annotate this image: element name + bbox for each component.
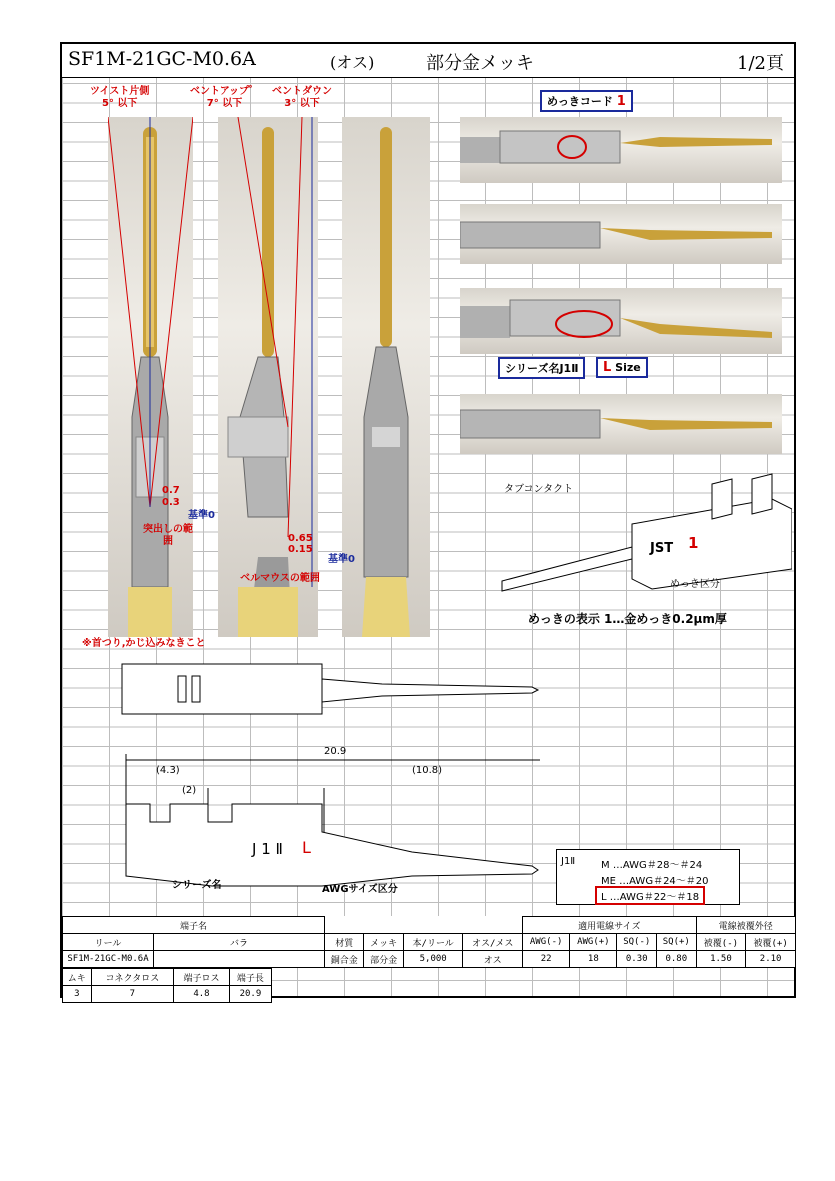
loss-table: ムキ コネクタロス 端子ロス 端子長 3 7 4.8 20.9 — [62, 968, 272, 1003]
header-row — [62, 44, 794, 78]
dim-2: (2) — [182, 785, 197, 796]
th-per-reel: 本/リール — [403, 934, 463, 951]
photo-front-view — [108, 117, 193, 637]
spec-sheet — [60, 42, 796, 998]
plating-code-box: めっきコード 1 — [540, 90, 633, 112]
plating-label: 部分金メッキ — [426, 53, 534, 74]
terminal-side-image — [218, 117, 318, 637]
terminal-horizontal-3 — [460, 288, 782, 354]
twist-label: ツイスト片側 5° 以下 — [90, 86, 150, 109]
photo-side-view — [218, 117, 318, 637]
photo-right-3 — [460, 288, 782, 354]
th-material: 材質 — [325, 934, 364, 951]
legend-row-l: L …AWG＃22～＃18 — [595, 886, 705, 905]
protrusion-range-label: 突出しの範囲 — [143, 524, 193, 547]
awg-callout: AWGサイズ区分 — [322, 884, 398, 895]
awg-legend — [556, 849, 740, 905]
dim-0-65: 0.65 — [288, 533, 313, 544]
th-ins-max: 被覆(+) — [746, 934, 796, 951]
tab-contact-illustration — [492, 469, 792, 599]
series-callout: シリーズ名 — [172, 880, 222, 891]
bend-down-label: ベントダウン 3° 以下 — [272, 86, 332, 109]
dim-10-8: (10.8) — [412, 765, 443, 776]
spec-table — [62, 916, 796, 968]
photo-top-view — [342, 117, 430, 637]
th-wire-size: 適用電線サイズ — [523, 917, 697, 934]
terminal-horizontal-2 — [460, 204, 782, 264]
dim-0-7: 0.7 — [162, 485, 180, 496]
th-ins-min: 被覆(-) — [696, 934, 746, 951]
th-sq-min: SQ(-) — [617, 934, 657, 951]
th-reel: リール — [63, 934, 154, 951]
legend-row-m: M …AWG＃28～＃24 — [601, 860, 703, 871]
plating-class-label: めっき区分 — [670, 579, 720, 590]
th-awg-min: AWG(-) — [523, 934, 570, 951]
terminal-top-image — [342, 117, 430, 637]
table-row: SF1M-21GC-M0.6A 銅合金 部分金 5,000 オス 22 18 0.30 0.80 1.50 2.10 — [63, 951, 796, 968]
bellmouth-range-label: ベルマウスの範囲 — [240, 573, 320, 584]
th-plating: メッキ — [364, 934, 403, 951]
plating-display-note: めっきの表示 1…金めっき0.2μm厚 — [528, 612, 727, 626]
note-label: ※首つり,かじ込みなきこと — [82, 638, 206, 649]
dim-4-3: (4.3) — [156, 765, 180, 776]
bend-up-label: ベントアップ゜ 7° 以下 — [190, 86, 259, 109]
jst-mark: JST — [650, 541, 674, 556]
th-loose: バラ — [154, 934, 325, 951]
th-sq-max: SQ(+) — [657, 934, 697, 951]
table-row: 3 7 4.8 20.9 — [63, 986, 272, 1003]
legend-row-me: ME …AWG＃24～＃20 — [601, 876, 709, 887]
base-zero-2: 基準0 — [328, 554, 355, 565]
series-name-box: シリーズ名J1Ⅱ — [498, 357, 585, 379]
tab-contact-label: タブコンタクト — [504, 484, 574, 495]
photo-right-4 — [460, 394, 782, 454]
drawing-marking: J 1 Ⅱ — [252, 840, 283, 858]
drawing-marking-letter: L — [302, 838, 311, 857]
th-insulation: 電線被覆外径 — [696, 917, 795, 934]
gender-label: (オス) — [330, 53, 375, 72]
dim-0-3: 0.3 — [162, 497, 180, 508]
dim-0-15: 0.15 — [288, 544, 313, 555]
base-zero-1: 基準0 — [188, 510, 215, 521]
legend-prefix: J1Ⅱ — [561, 856, 576, 867]
photo-right-1 — [460, 117, 782, 183]
th-gender: オス/メス — [463, 934, 523, 951]
th-terminal-name: 端子名 — [63, 917, 325, 934]
part-number-title: SF1M-21GC-M0.6A — [68, 48, 256, 70]
terminal-front-image — [108, 117, 193, 637]
terminal-horizontal-1 — [460, 117, 782, 183]
jst-code: 1 — [688, 534, 699, 552]
th-awg-max: AWG(+) — [570, 934, 617, 951]
dim-overall: 20.9 — [324, 746, 347, 757]
page-number: 1/2頁 — [737, 53, 784, 74]
photo-right-2 — [460, 204, 782, 264]
technical-drawing — [112, 654, 552, 904]
terminal-horizontal-4 — [460, 394, 782, 454]
size-box: L Size — [596, 357, 648, 378]
